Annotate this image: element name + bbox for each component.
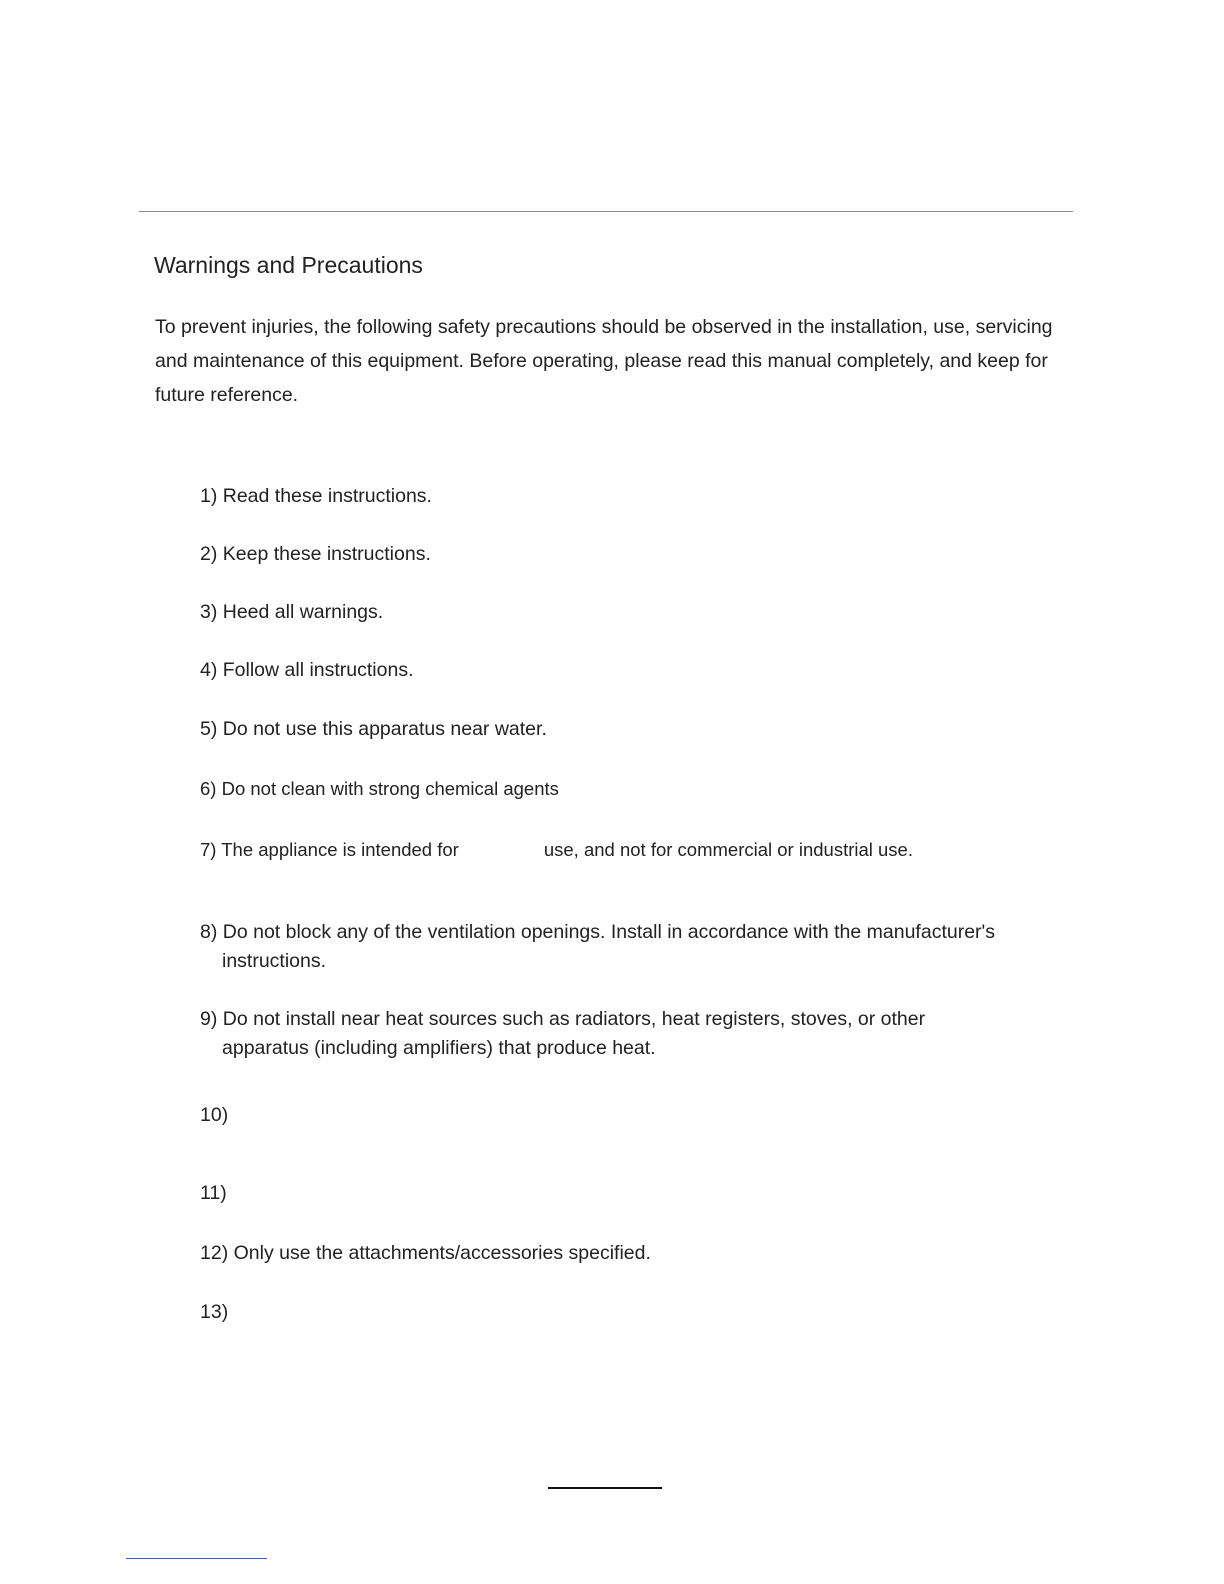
- list-item: 6) Do not clean with strong chemical agents: [200, 778, 559, 799]
- list-item-continuation: instructions.: [222, 950, 327, 972]
- footer-link-underline: [126, 1558, 267, 1559]
- list-item: 11): [200, 1182, 227, 1204]
- page-title: Warnings and Precautions: [154, 252, 423, 278]
- list-item: [200, 835, 913, 864]
- header-divider: [139, 211, 1073, 212]
- list-item: 2) Keep these instructions.: [200, 543, 431, 565]
- list-item-text: use, and not for commercial or industrial use.: [543, 839, 913, 860]
- list-item: 12) Only use the attachments/accessories specified.: [200, 1242, 651, 1264]
- list-item: 1) Read these instructions.: [200, 485, 432, 507]
- list-item-text: 7) The appliance is intended for: [200, 839, 459, 860]
- list-item: [200, 918, 995, 976]
- list-item-text: 9) Do not install near heat sources such as radiators, heat registers, stoves, or other: [200, 1008, 926, 1030]
- page-number-line: [548, 1487, 662, 1489]
- list-item: [200, 1005, 925, 1063]
- list-item: 4) Follow all instructions.: [200, 659, 414, 681]
- list-item: 3) Heed all warnings.: [200, 601, 384, 623]
- list-item: 13): [200, 1301, 229, 1323]
- list-item-continuation: apparatus (including amplifiers) that produce heat.: [222, 1037, 656, 1059]
- list-item: 10): [200, 1104, 229, 1126]
- list-item: 5) Do not use this apparatus near water.: [200, 718, 547, 740]
- intro-paragraph: To prevent injuries, the following safety precautions should be observed in the installation, use, servicing and maintenance of this equipment. Before operating, please read this manual completely, and keep for future reference.: [155, 316, 1053, 406]
- list-item-text: 8) Do not block any of the ventilation openings. Install in accordance with the manufacturer's: [200, 921, 996, 943]
